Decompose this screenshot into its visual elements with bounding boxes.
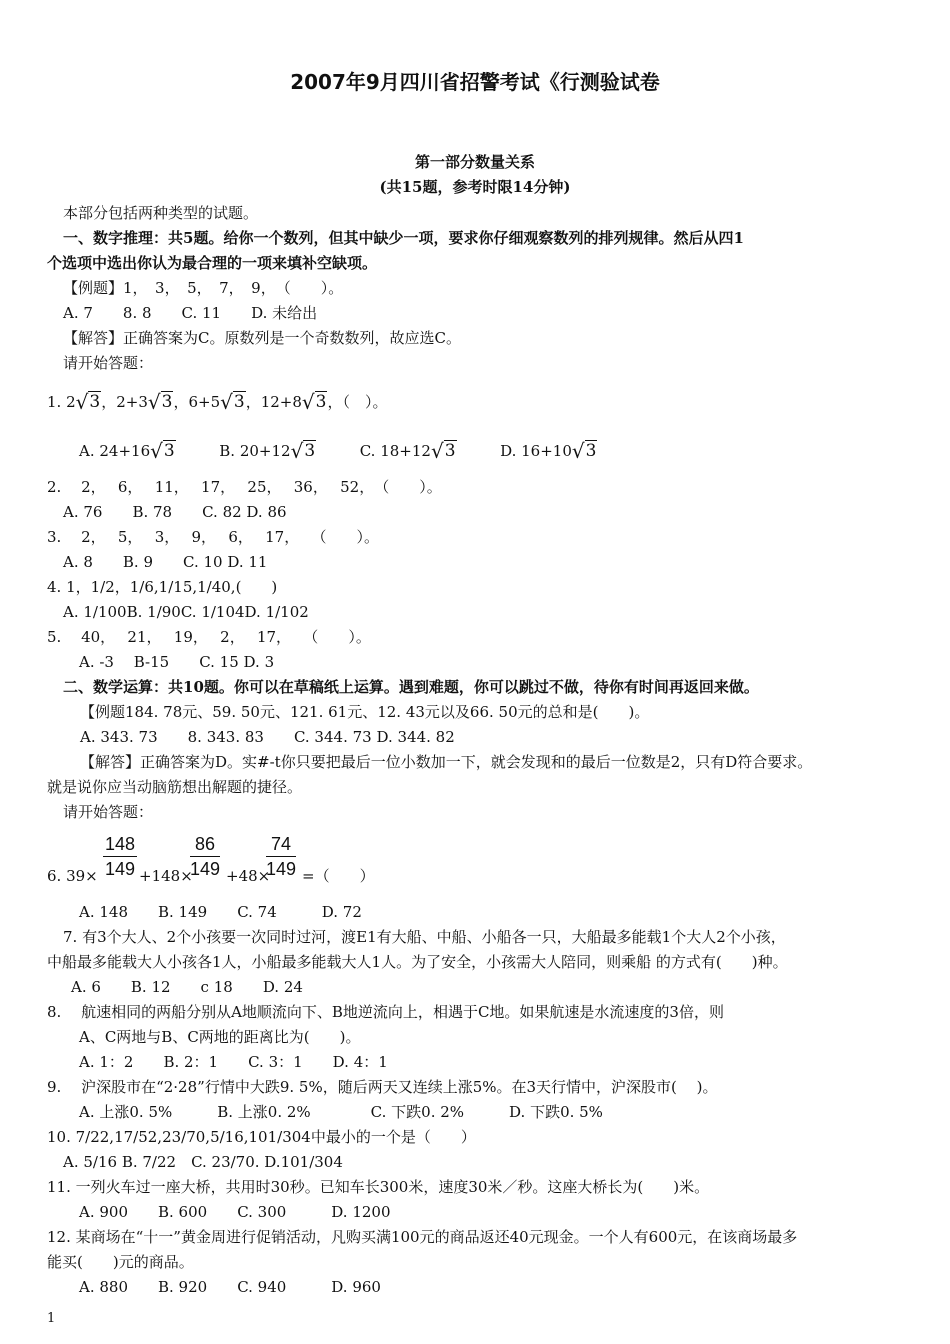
sqrt-symbol: √3 — [147, 390, 173, 414]
sqrt-symbol: √3 — [75, 390, 101, 414]
part1-heading: 第一部分数量关系 — [414, 153, 535, 171]
question-6-options: A. 148 B. 149 C. 74 D. 72 — [79, 903, 362, 921]
section2-answer-line2: 就是说你应当动脑筋想出解题的捷径。 — [47, 778, 303, 796]
question-7-line2: 中船最多能载大人小孩各1人，小船最多能载大人1人。为了安全，小孩需大人陪同，则乘船 的方式有( )种。 — [47, 953, 788, 971]
question-12-line2: 能买( )元的商品。 — [47, 1253, 194, 1271]
document-title: 2007年9月四川省招警考试《行测验试卷 — [290, 70, 660, 94]
radicand: 3 — [233, 392, 245, 412]
example-answer: 【解答】正确答案为C。原数列是一个奇数数列，故应选C。 — [63, 329, 461, 347]
denominator: 149 — [266, 859, 297, 879]
q1-term: ，2+3 — [101, 393, 148, 411]
question-1 — [47, 391, 387, 412]
part1-intro: 本部分包括两种类型的试题。 — [63, 204, 259, 222]
option-b: B. 20+12 — [219, 442, 291, 460]
question-12-line1: 12. 某商场在“十一”黄金周进行促销活动，凡购买满100元的商品返还40元现金。一个人有600元，在该商场最多 — [47, 1228, 798, 1246]
question-4-options: A. 1/100B. 1/90C. 1/104D. 1/102 — [63, 603, 309, 621]
question-1-options — [79, 440, 597, 461]
question-2-options: A. 76 B. 78 C. 82 D. 86 — [63, 503, 287, 521]
section2-instruction: 二、数学运算：共10题。你可以在草稿纸上运算。遇到难题，你可以跳过不做，待你有时间再返回来做。 — [63, 678, 759, 696]
sqrt-symbol: √3 — [301, 390, 327, 414]
question-10-options: A. 5/16 B. 7/22 C. 23/70. D.101/304 — [63, 1153, 343, 1171]
sqrt-symbol: √3 — [150, 439, 175, 463]
q1-term: 2 — [66, 393, 76, 411]
radicand: 3 — [304, 441, 316, 461]
fraction-3 — [266, 832, 296, 881]
sqrt-symbol: √3 — [571, 439, 597, 463]
question-12-options: A. 880 B. 920 C. 940 D. 960 — [79, 1278, 381, 1296]
question-6-mid2: +48× — [226, 867, 271, 885]
section1-instruction-line2: 个选项中选出你认为最合理的一项来填补空缺项。 — [47, 254, 378, 272]
section1-instruction-line1: 一、数字推理：共5题。给你一个数列，但其中缺少一项，要求你仔细观察数列的排列规律。然后从四1 — [63, 229, 744, 247]
section2-example-options: A. 343. 73 8. 343. 83 C. 344. 73 D. 344. 82 — [80, 728, 455, 746]
question-11-options: A. 900 B. 600 C. 300 D. 1200 — [79, 1203, 391, 1221]
question-3-options: A. 8 B. 9 C. 10 D. 11 — [63, 553, 268, 571]
page-number: 1 — [47, 1311, 56, 1326]
question-9: 9. 沪深股市在“2·28”行情中大跌9. 5%，随后两天又连续上涨5%。在3天行情中，沪深股市( )。 — [47, 1078, 718, 1096]
question-8-line1: 8. 航速相同的两船分别从A地顺流向下、B地逆流向上，相遇于C地。如果航速是水流速度的3倍，则 — [47, 1003, 724, 1021]
start-prompt: 请开始答题： — [63, 354, 154, 372]
radicand: 3 — [585, 441, 597, 461]
question-9-options: A. 上涨0. 5% B. 上涨0. 2% C. 下跌0. 2% D. 下跌0. 5% — [79, 1103, 603, 1121]
question-10: 10. 7/22,17/52,23/70,5/16,101/304中最小的一个是（ ） — [47, 1128, 476, 1146]
denominator: 149 — [190, 859, 221, 879]
fraction-2 — [190, 832, 220, 881]
question-6-post: =（ ） — [302, 867, 375, 885]
radicand: 3 — [161, 392, 173, 412]
question-8-line2: A、C两地与B、C两地的距离比为( )。 — [79, 1028, 361, 1046]
question-3: 3. 2， 5， 3， 9， 6， 17， （ ）。 — [47, 528, 379, 546]
q1-term: ，6+5 — [173, 393, 221, 411]
question-8-options: A. 1：2 B. 2：1 C. 3：1 D. 4：1 — [79, 1053, 388, 1071]
denominator: 149 — [105, 859, 136, 879]
radicand: 3 — [315, 392, 327, 412]
fraction-1 — [103, 832, 137, 881]
sqrt-symbol: √3 — [290, 439, 316, 463]
question-6-mid1: +148× — [139, 867, 193, 885]
question-6-pre: 6. 39× — [47, 867, 98, 885]
question-7-line1: 7. 有3个大人、2个小孩要一次同时过河，渡E1有大船、中船、小船各一只，大船最多能载1个大人2个小孩， — [63, 928, 786, 946]
question-4: 4. 1，1/2，1/6,1/15,1/40,( ) — [47, 578, 278, 596]
sqrt-symbol: √3 — [220, 390, 245, 414]
radicand: 3 — [163, 441, 175, 461]
question-5-options: A. -3 B-15 C. 15 D. 3 — [79, 653, 275, 671]
example-options: A. 7 8. 8 C. 11 D. 未给出 — [63, 304, 318, 322]
section2-example: 【例题184. 78元、59. 50元、121. 61元、12. 43元以及66. 50元的总和是( )。 — [80, 703, 650, 721]
sqrt-symbol: √3 — [430, 439, 456, 463]
question-5: 5. 40， 21， 19， 2， 17， （ ）。 — [47, 628, 371, 646]
section2-answer-line1: 【解答】正确答案为D。实#-t你只要把最后一位小数加一下，就会发现和的最后一位数是2，只有D符合要求。 — [80, 753, 813, 771]
question-2: 2. 2， 6， 11， 17， 25， 36， 52， （ ）。 — [47, 478, 442, 496]
example-question: 【例题】1， 3， 5， 7， 9， （ ）。 — [63, 279, 344, 297]
question-7-options: A. 6 B. 12 c 18 D. 24 — [71, 978, 303, 996]
option-a: A. 24+16 — [79, 442, 151, 460]
option-c: C. 18+12 — [359, 442, 431, 460]
question-11: 11. 一列火车过一座大桥，共用时30秒。已知车长300米，速度30米／秒。这座大桥长为( )米。 — [47, 1178, 710, 1196]
q1-term: ，（ ）。 — [327, 393, 388, 411]
radicand: 3 — [444, 441, 456, 461]
option-d: D. 16+10 — [500, 442, 572, 460]
question-1-number: 1. — [47, 393, 62, 411]
numerator: 74 — [266, 832, 296, 857]
part1-subheading: (共15题，参考时限14分钟) — [379, 178, 571, 196]
radicand: 3 — [89, 392, 101, 412]
section2-start-prompt: 请开始答题： — [63, 803, 154, 821]
numerator: 148 — [103, 832, 137, 857]
numerator: 86 — [190, 832, 220, 857]
q1-term: ，12+8 — [245, 393, 302, 411]
